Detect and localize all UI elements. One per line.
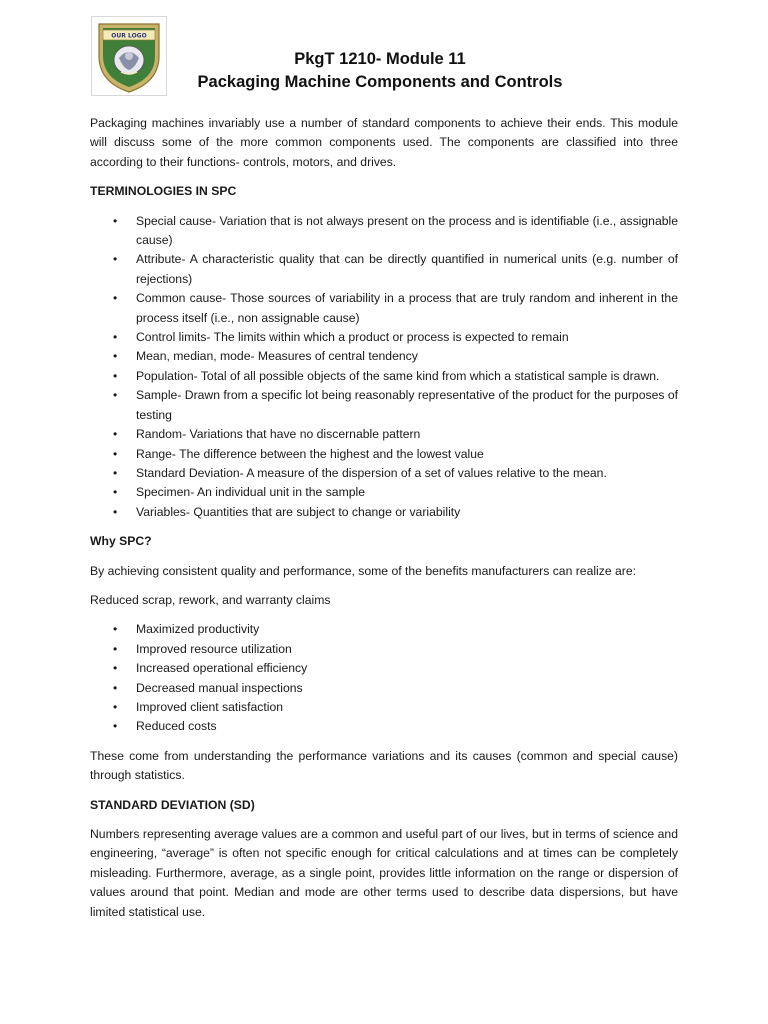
standard-deviation-heading: STANDARD DEVIATION (SD) [90,797,255,812]
bullet-icon: • [113,641,118,656]
list-item: • Specimen- An individual unit in the sample [90,483,678,502]
document-body [90,114,678,932]
list-item: • Sample- Drawn from a specific lot being reasonably representative of the product for the purposes of testing [113,388,678,422]
module-title: Packaging Machine Components and Controls [197,73,563,91]
list-item: • Range- The difference between the highest and the lowest value [90,445,678,464]
why-spc-heading: Why SPC? [90,534,152,549]
list-item: • Variables- Quantities that are subject to change or variability [90,503,678,522]
list-item: • Special cause- Variation that is not always present on the process and is identifiable (i.e., assignable cause) [113,213,678,248]
standard-deviation-paragraph: Numbers representing average values are a common and useful part of our lives, but in terms of science and engineering, “average” is often not specific enough for critical calculations and at times can be completely misleading. Furthermore, average, as a single point, provides little information on the range or dispersion of values around that point. Median and mode are other terms used to describe data dispersions, but have limited statistical use. [90,827,678,919]
bullet-icon: • [113,719,118,734]
list-item: • Improved resource utilization [90,640,678,659]
logo-banner-text: OUR LOGO [111,32,147,40]
bullet-icon: • [113,349,118,364]
bullet-icon: • [113,368,118,383]
bullet-icon: • [113,388,118,403]
list-item: • Decreased manual inspections [90,679,678,698]
bullet-icon: • [113,699,118,714]
bullet-icon: • [113,330,118,345]
list-item: • Common cause- Those sources of variability in a process that are truly random and inherent in the process itself (i.e., non assignable cause) [113,291,678,325]
bullet-icon: • [113,465,118,480]
course-title: PkgT 1210- Module 11 [294,50,466,68]
school-crest-logo [91,16,167,96]
bullet-icon: • [113,485,118,500]
terminologies-heading: TERMINOLOGIES IN SPC [90,184,237,199]
bullet-icon: • [113,213,118,228]
why-spc-paragraph: By achieving consistent quality and performance, some of the benefits manufacturers can realize are: [90,563,637,578]
list-item: • Random- Variations that have no discernable pattern [90,425,678,444]
list-item: • Standard Deviation- A measure of the dispersion of a set of values relative to the mean. [90,464,678,483]
list-item: • Attribute- A characteristic quality that can be directly quantified in numerical units (e.g. number of rejections) [113,252,678,286]
list-item: • Mean, median, mode- Measures of central tendency [90,347,678,366]
bullet-icon: • [113,446,118,461]
bullet-icon: • [113,622,118,637]
bullet-icon: • [113,427,118,442]
list-item: • Maximized productivity [90,620,678,639]
bullet-icon: • [113,680,118,695]
list-item: • Reduced costs [90,717,678,736]
list-item: • Improved client satisfaction [90,698,678,717]
intro-paragraph: Packaging machines invariably use a number of standard components to achieve their ends. This module will discuss some of the more common components used. The components are classified into three according to their functions- controls, motors, and drives. [90,116,678,169]
variations-paragraph: These come from understanding the performance variations and its causes (common and special cause) through statistics. [90,748,678,783]
list-item: • Population- Total of all possible objects of the same kind from which a statistical sample is drawn. [90,367,678,386]
list-item: • Control limits- The limits within which a product or process is expected to remain [90,328,678,347]
bullet-icon: • [113,504,118,519]
bullet-icon: • [113,661,118,676]
reduced-scrap-paragraph: Reduced scrap, rework, and warranty claims [90,592,331,607]
list-item: • Increased operational efficiency [90,659,678,678]
benefits-list [90,620,678,736]
bullet-icon: • [113,291,118,306]
bullet-icon: • [113,252,118,267]
page-title [160,48,600,94]
terminologies-list [90,212,678,523]
